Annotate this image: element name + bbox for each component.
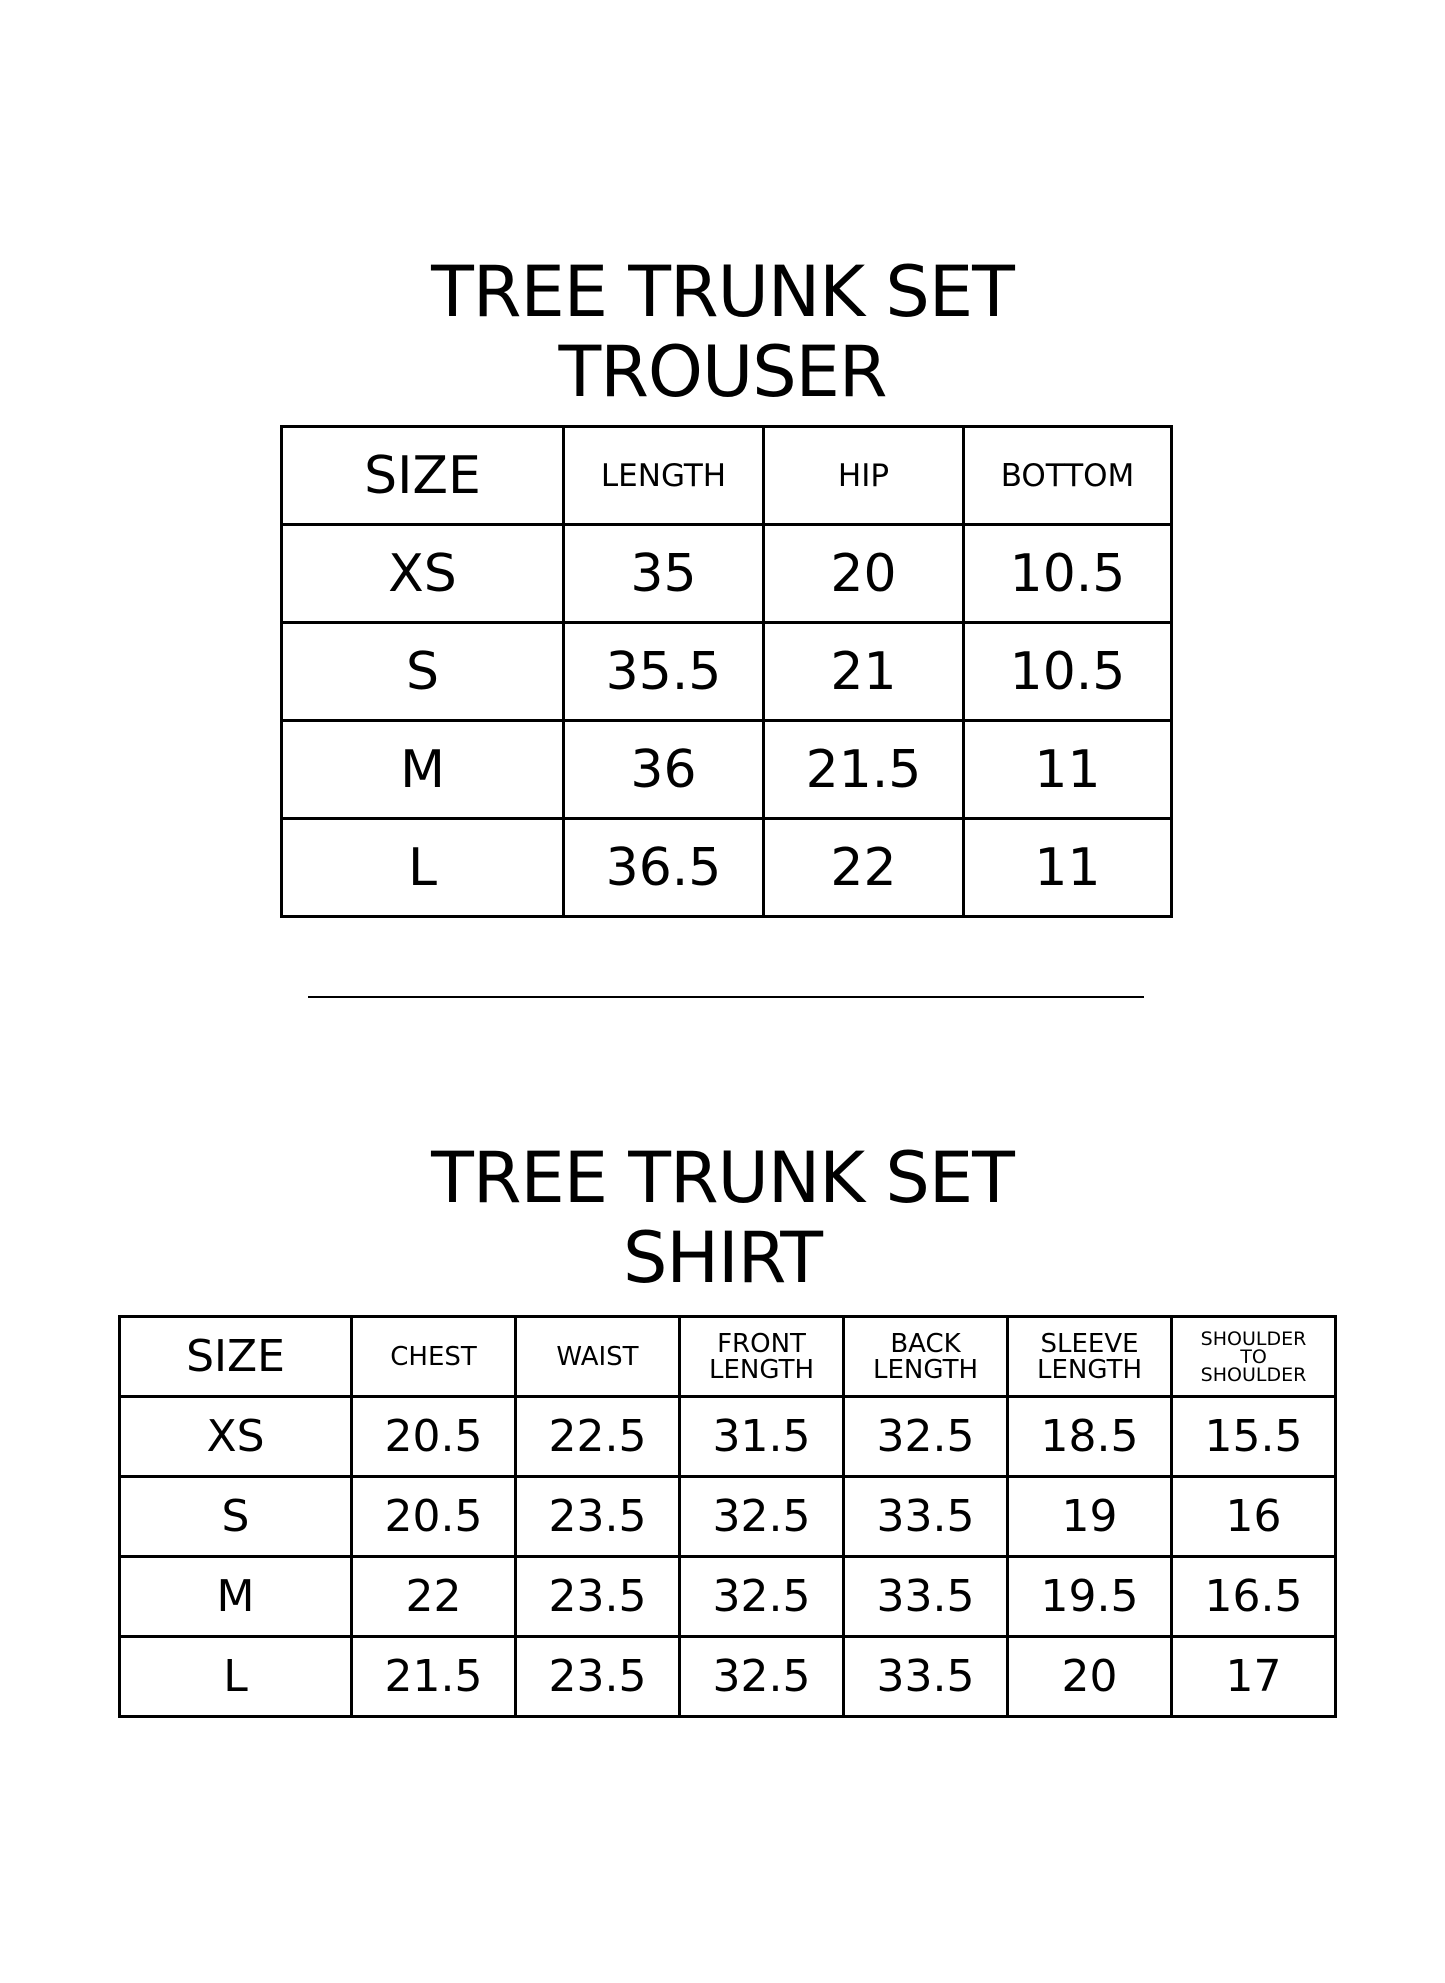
table-cell: L (120, 1637, 352, 1717)
header-size (120, 1317, 352, 1397)
table-cell: L (282, 819, 564, 917)
table-row (120, 1637, 1336, 1717)
trouser-title-line1: TREE TRUNK SET (431, 251, 1014, 333)
table-cell: 21.5 (352, 1637, 516, 1717)
shirt-size-table (118, 1315, 1337, 1718)
table-cell: S (120, 1477, 352, 1557)
table-row (120, 1477, 1336, 1557)
table-header-row (282, 427, 1172, 525)
table-cell: 11 (964, 819, 1172, 917)
header-hip: HIP (764, 427, 964, 525)
table-cell: 31.5 (680, 1397, 844, 1477)
table-cell: 20 (764, 525, 964, 623)
table-cell: 20 (1008, 1637, 1172, 1717)
header-bottom: BOTTOM (964, 427, 1172, 525)
table-row (120, 1397, 1336, 1477)
table-cell: 16.5 (1172, 1557, 1336, 1637)
table-row (282, 819, 1172, 917)
table-row (120, 1557, 1336, 1637)
table-cell: 33.5 (844, 1477, 1008, 1557)
header-back-length (844, 1317, 1008, 1397)
header-sleeve-length-line2: LENGTH (1036, 1354, 1142, 1385)
header-shoulder-line1: SHOULDER (1200, 1327, 1307, 1350)
table-cell: 22.5 (516, 1397, 680, 1477)
header-sleeve-length (1008, 1317, 1172, 1397)
header-waist (516, 1317, 680, 1397)
header-sleeve-length-line1: SLEEVE (1040, 1328, 1139, 1359)
table-cell: XS (120, 1397, 352, 1477)
table-cell: 35 (564, 525, 764, 623)
table-cell: 23.5 (516, 1477, 680, 1557)
table-cell: 15.5 (1172, 1397, 1336, 1477)
table-cell: 20.5 (352, 1477, 516, 1557)
table-cell: 20.5 (352, 1397, 516, 1477)
table-cell: 11 (964, 721, 1172, 819)
trouser-title (0, 252, 1445, 412)
table-cell: M (282, 721, 564, 819)
header-shoulder-to-shoulder (1172, 1317, 1336, 1397)
table-cell: XS (282, 525, 564, 623)
header-back-length-line1: BACK (890, 1328, 961, 1359)
table-cell: 10.5 (964, 525, 1172, 623)
table-cell: 23.5 (516, 1557, 680, 1637)
header-size-label: SIZE (186, 1330, 285, 1382)
table-cell: 16 (1172, 1477, 1336, 1557)
table-row (282, 525, 1172, 623)
header-shoulder-line3: SHOULDER (1200, 1363, 1307, 1386)
table-cell: 32.5 (680, 1637, 844, 1717)
table-cell: 35.5 (564, 623, 764, 721)
table-row (282, 721, 1172, 819)
header-shoulder-line2: TO (1240, 1345, 1267, 1368)
header-size: SIZE (282, 427, 564, 525)
table-cell: 32.5 (844, 1397, 1008, 1477)
table-cell: 22 (764, 819, 964, 917)
table-cell: 32.5 (680, 1557, 844, 1637)
header-chest-label: CHEST (390, 1341, 477, 1372)
table-row (282, 623, 1172, 721)
table-cell: 33.5 (844, 1637, 1008, 1717)
table-cell: 33.5 (844, 1557, 1008, 1637)
header-front-length-line2: LENGTH (708, 1354, 814, 1385)
header-front-length-line1: FRONT (717, 1328, 806, 1359)
table-cell: 32.5 (680, 1477, 844, 1557)
table-cell: 23.5 (516, 1637, 680, 1717)
table-cell: 10.5 (964, 623, 1172, 721)
header-back-length-line2: LENGTH (872, 1354, 978, 1385)
shirt-title (0, 1138, 1445, 1298)
table-cell: M (120, 1557, 352, 1637)
shirt-title-line2: SHIRT (622, 1217, 823, 1299)
section-divider (308, 996, 1144, 998)
table-cell: S (282, 623, 564, 721)
table-cell: 36 (564, 721, 764, 819)
trouser-title-line2: TROUSER (558, 331, 887, 413)
header-waist-label: WAIST (556, 1341, 639, 1372)
table-cell: 21 (764, 623, 964, 721)
table-cell: 18.5 (1008, 1397, 1172, 1477)
header-length: LENGTH (564, 427, 764, 525)
table-header-row (120, 1317, 1336, 1397)
shirt-title-line1: TREE TRUNK SET (431, 1137, 1014, 1219)
header-chest (352, 1317, 516, 1397)
table-cell: 19.5 (1008, 1557, 1172, 1637)
trouser-size-table (280, 425, 1173, 918)
table-cell: 19 (1008, 1477, 1172, 1557)
table-cell: 17 (1172, 1637, 1336, 1717)
table-cell: 21.5 (764, 721, 964, 819)
header-front-length (680, 1317, 844, 1397)
table-cell: 22 (352, 1557, 516, 1637)
table-cell: 36.5 (564, 819, 764, 917)
